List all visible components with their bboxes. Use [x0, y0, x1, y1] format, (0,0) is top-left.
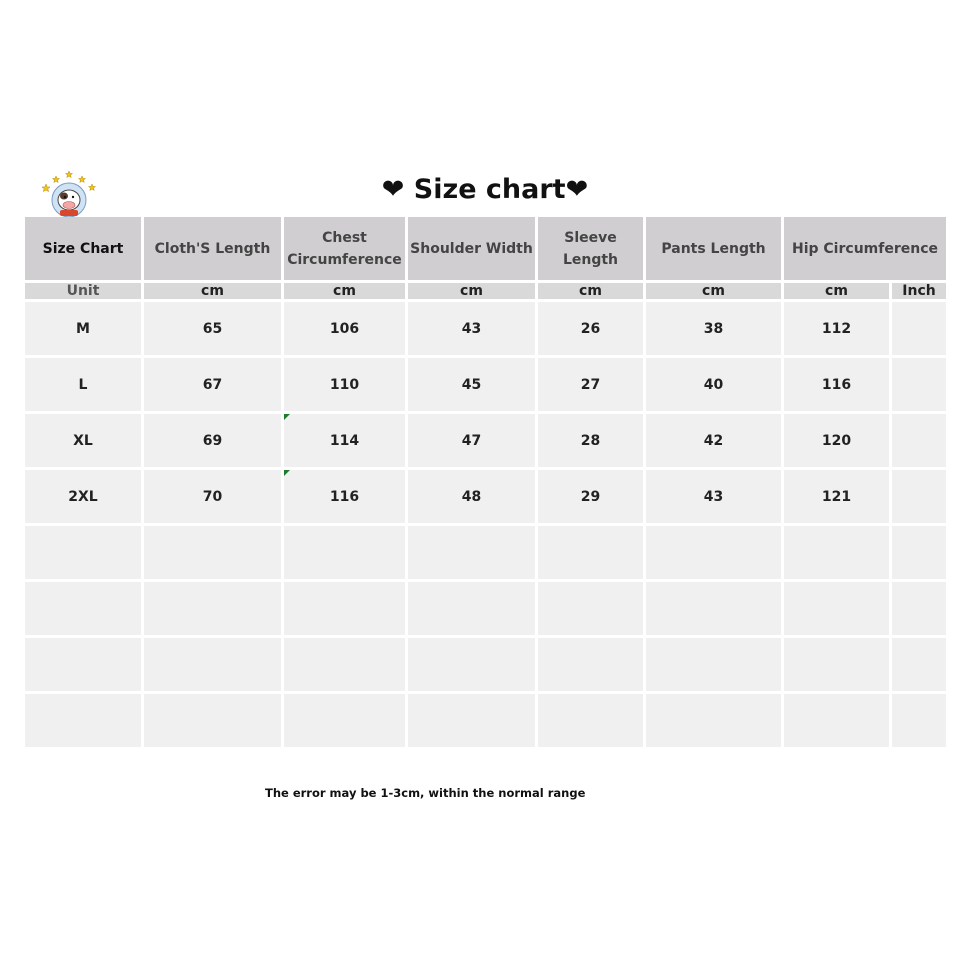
empty-cell: [25, 638, 141, 691]
table-cell: 70: [144, 470, 281, 523]
unit-cell: Inch: [892, 283, 946, 299]
empty-cell: [538, 638, 643, 691]
unit-cell: cm: [646, 283, 781, 299]
cell-value: 116: [329, 488, 360, 505]
empty-cell: [144, 694, 281, 747]
size-chart-table: [22, 214, 949, 750]
empty-cell: [25, 526, 141, 579]
header-cell: Pants Length: [646, 217, 781, 280]
empty-cell: [408, 526, 535, 579]
table-cell: 65: [144, 302, 281, 355]
table-cell: [892, 470, 946, 523]
table-cell: 45: [408, 358, 535, 411]
table-cell: 110: [284, 358, 405, 411]
unit-cell: cm: [144, 283, 281, 299]
empty-cell: [284, 526, 405, 579]
table-cell: 42: [646, 414, 781, 467]
empty-cell: [144, 526, 281, 579]
header-cell: Sleeve Length: [538, 217, 643, 280]
empty-cell: [284, 638, 405, 691]
empty-cell: [784, 638, 889, 691]
comment-marker-icon: [284, 414, 290, 420]
empty-cell: [538, 582, 643, 635]
empty-cell: [538, 694, 643, 747]
header-row: [25, 217, 946, 280]
unit-cell: cm: [538, 283, 643, 299]
empty-cell: [784, 526, 889, 579]
empty-cell: [892, 638, 946, 691]
table-cell: 120: [784, 414, 889, 467]
header-cell: Cloth'S Length: [144, 217, 281, 280]
empty-row: [25, 526, 946, 579]
table-cell: 38: [646, 302, 781, 355]
unit-cell: cm: [284, 283, 405, 299]
unit-cell: cm: [408, 283, 535, 299]
empty-cell: [646, 582, 781, 635]
header-cell: Chest Circumference: [284, 217, 405, 280]
table-cell: 29: [538, 470, 643, 523]
table-cell: [284, 414, 405, 467]
table-row: [25, 414, 946, 467]
table-cell: 26: [538, 302, 643, 355]
table-cell: 116: [784, 358, 889, 411]
empty-cell: [25, 582, 141, 635]
empty-cell: [408, 694, 535, 747]
empty-cell: [892, 694, 946, 747]
empty-cell: [284, 694, 405, 747]
unit-row: [25, 283, 946, 299]
empty-cell: [538, 526, 643, 579]
table-cell: [892, 358, 946, 411]
header-cell: Size Chart: [25, 217, 141, 280]
table-cell: [284, 470, 405, 523]
table-cell: 69: [144, 414, 281, 467]
page-title: ❤ Size chart❤: [381, 174, 589, 205]
empty-cell: [408, 582, 535, 635]
empty-row: [25, 582, 946, 635]
table-cell: 43: [646, 470, 781, 523]
table-cell: 48: [408, 470, 535, 523]
size-cell: M: [25, 302, 141, 355]
size-cell: 2XL: [25, 470, 141, 523]
empty-cell: [646, 638, 781, 691]
empty-cell: [646, 694, 781, 747]
table-cell: [892, 414, 946, 467]
empty-cell: [784, 582, 889, 635]
empty-cell: [892, 582, 946, 635]
table-cell: 112: [784, 302, 889, 355]
empty-cell: [784, 694, 889, 747]
unit-cell: cm: [784, 283, 889, 299]
comment-marker-icon: [284, 470, 290, 476]
table-cell: 121: [784, 470, 889, 523]
empty-row: [25, 638, 946, 691]
empty-cell: [408, 638, 535, 691]
table-row: [25, 470, 946, 523]
header-cell: Hip Circumference: [784, 217, 946, 280]
size-cell: L: [25, 358, 141, 411]
table-cell: 47: [408, 414, 535, 467]
table-cell: 106: [284, 302, 405, 355]
empty-cell: [646, 526, 781, 579]
unit-cell: Unit: [25, 283, 141, 299]
empty-cell: [284, 582, 405, 635]
table-row: [25, 302, 946, 355]
empty-row: [25, 694, 946, 747]
cartoon-cow-logo-icon: [40, 170, 98, 218]
table-cell: 43: [408, 302, 535, 355]
table-row: [25, 358, 946, 411]
empty-cell: [892, 526, 946, 579]
cell-value: 114: [329, 432, 360, 449]
header-cell: Shoulder Width: [408, 217, 535, 280]
table-cell: 27: [538, 358, 643, 411]
empty-cell: [144, 582, 281, 635]
empty-cell: [25, 694, 141, 747]
table-cell: 67: [144, 358, 281, 411]
empty-cell: [144, 638, 281, 691]
table-cell: 28: [538, 414, 643, 467]
table-cell: 40: [646, 358, 781, 411]
size-cell: XL: [25, 414, 141, 467]
table-cell: [892, 302, 946, 355]
error-note: The error may be 1-3cm, within the normal range: [265, 786, 586, 800]
